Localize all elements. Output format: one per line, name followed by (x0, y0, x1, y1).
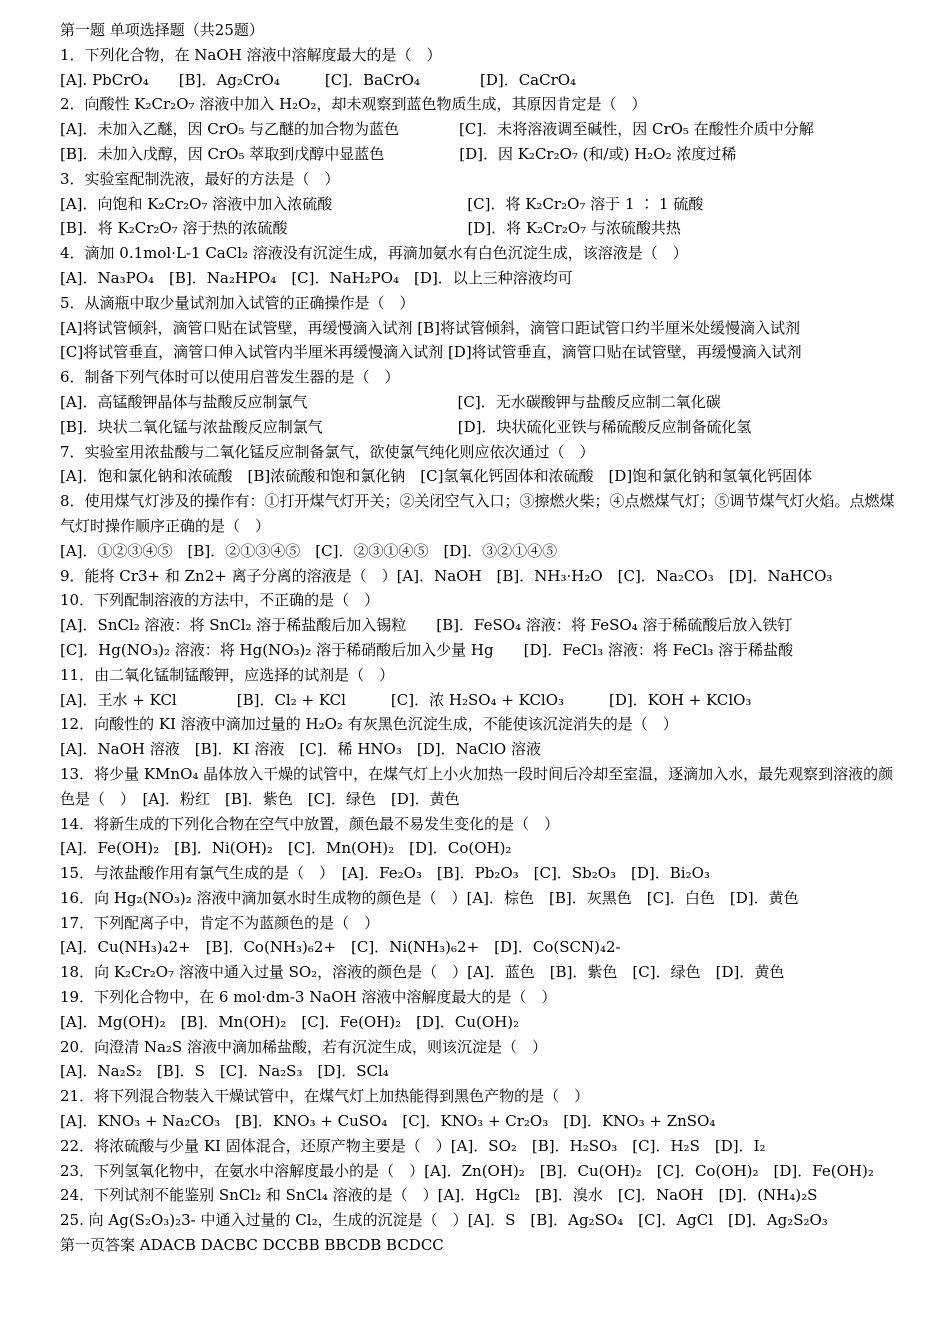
text-line: [A]．Mg(OH)₂ [B]．Mn(OH)₂ [C]．Fe(OH)₂ [D]．Cu(OH)₂ (60, 1012, 520, 1031)
text-line: 19．下列化合物中，在 6 mol·dm-3 NaOH 溶液中溶解度最大的是（ ） (60, 988, 557, 1007)
text-line: 15．与浓盐酸作用有氯气生成的是（ ） [A]．Fe₂O₃ [B]．Pb₂O₃ [C]．Sb₂O₃ [D]．Bi₂O₃ (60, 864, 710, 883)
text-line: [A]．高锰酸钾晶体与盐酸反应制氯气 [C]．无水碳酸钾与盐酸反应制二氧化碳 (60, 392, 721, 411)
text-line: 13．将少量 KMnO₄ 晶体放入干燥的试管中，在煤气灯上小火加热一段时间后冷却至室温，逐滴加入水，最先观察到溶液的颜色是（ ） [A]．粉红 [B]．紫色 [C]．绿色 [D]．黄色 (60, 764, 894, 808)
text-line: 1．下列化合物，在 NaOH 溶液中溶解度最大的是（ ） (60, 45, 442, 64)
text-line: 12．向酸性的 KI 溶液中滴加过量的 H₂O₂ 有灰黑色沉淀生成，不能使该沉淀消失的是（ ） (60, 715, 678, 734)
text-line: 14．将新生成的下列化合物在空气中放置，颜色最不易发生变化的是（ ） (60, 814, 560, 833)
section-title: 第一题 单项选择题（共25题） (60, 21, 264, 39)
question-list (60, 43, 900, 1258)
text-line: 7．实验室用浓盐酸与二氧化锰反应制备氯气，欲使氯气纯化则应依次通过（ ） (60, 442, 595, 461)
text-line: [A]．Fe(OH)₂ [B]．Ni(OH)₂ [C]．Mn(OH)₂ [D]．Co(OH)₂ (60, 839, 512, 858)
text-line: [A]．①②③④⑤ [B]．②①③④⑤ [C]．②③①④⑤ [D]．③②①④⑤ (60, 541, 558, 560)
text-line: [C]将试管垂直，滴管口伸入试管内半厘米再缓慢滴入试剂 [D]将试管垂直，滴管口贴在试管壁，再缓慢滴入试剂 (60, 343, 802, 362)
text-line: 23．下列氢氧化物中，在氨水中溶解度最小的是（ ）[A]．Zn(OH)₂ [B]．Cu(OH)₂ [C]．Co(OH)₂ [D]．Fe(OH)₂ (60, 1161, 874, 1180)
text-line: 16．向 Hg₂(NO₃)₂ 溶液中滴加氨水时生成物的颜色是（ ）[A]．棕色 [B]．灰黑色 [C]．白色 [D]．黄色 (60, 888, 799, 907)
text-line: [C]．Hg(NO₃)₂ 溶液：将 Hg(NO₃)₂ 溶于稀硝酸后加入少量 Hg [D]．FeCl₃ 溶液：将 FeCl₃ 溶于稀盐酸 (60, 640, 794, 659)
text-line: 8．使用煤气灯涉及的操作有：①打开煤气灯开关；②关闭空气入口；③擦燃火柴；④点燃煤气灯；⑤调节煤气灯火焰。点燃煤气灯时操作顺序正确的是（ ） (60, 492, 895, 535)
text-line: [A]．向饱和 K₂Cr₂O₇ 溶液中加入浓硫酸 [C]．将 K₂Cr₂O₇ 溶于 1 ∶ 1 硫酸 (60, 194, 704, 213)
text-line: [A]．SnCl₂ 溶液：将 SnCl₂ 溶于稀盐酸后加入锡粒 [B]．FeSO₄ 溶液：将 FeSO₄ 溶于稀硫酸后放入铁钉 (60, 616, 793, 635)
text-line: [A]．Na₃PO₄ [B]．Na₂HPO₄ [C]．NaH₂PO₄ [D]．以上三种溶液均可 (60, 268, 573, 287)
text-line: 21．将下列混合物装入干燥试管中，在煤气灯上加热能得到黑色产物的是（ ） (60, 1087, 590, 1106)
text-line: 10．下列配制溶液的方法中，不正确的是（ ） (60, 591, 380, 610)
text-line: 18．向 K₂Cr₂O₇ 溶液中通入过量 SO₂，溶液的颜色是（ ）[A]．蓝色 [B]．紫色 [C]．绿色 [D]．黄色 (60, 963, 785, 982)
text-line: 2．向酸性 K₂Cr₂O₇ 溶液中加入 H₂O₂，却未观察到蓝色物质生成，其原因肯定是（ ） (60, 95, 647, 114)
text-line: [A]．饱和氯化钠和浓硫酸 [B]浓硫酸和饱和氯化钠 [C]氢氧化钙固体和浓硫酸 [D]饱和氯化钠和氢氧化钙固体 (60, 467, 813, 486)
text-line: 第一页答案 ADACB DACBC DCCBB BBCDB BCDCC (60, 1236, 444, 1255)
text-line: [A]．王水 + KCl [B]．Cl₂ + KCl [C]．浓 H₂SO₄ + KClO₃ [D]．KOH + KClO₃ (60, 690, 752, 709)
text-line: 9．能将 Cr3+ 和 Zn2+ 离子分离的溶液是（ ）[A]．NaOH [B]．NH₃·H₂O [C]．Na₂CO₃ [D]．NaHCO₃ (60, 566, 833, 585)
text-line: 4．滴加 0.1mol·L-1 CaCl₂ 溶液没有沉淀生成，再滴加氨水有白色沉淀生成，该溶液是（ ） (60, 244, 688, 263)
text-line: [A]．未加入乙醚，因 CrO₅ 与乙醚的加合物为蓝色 [C]．未将溶液调至碱性，因 CrO₅ 在酸性介质中分解 (60, 120, 814, 139)
text-line: 6．制备下列气体时可以使用启普发生器的是（ ） (60, 368, 400, 387)
text-line: [A]将试管倾斜，滴管口贴在试管壁，再缓慢滴入试剂 [B]将试管倾斜，滴管口距试管口约半厘米处缓慢滴入试剂 (60, 318, 801, 337)
text-line: [A]．Na₂S₂ [B]．S [C]．Na₂S₃ [D]．SCl₄ (60, 1062, 389, 1081)
text-line: [B]．将 K₂Cr₂O₇ 溶于热的浓硫酸 [D]．将 K₂Cr₂O₇ 与浓硫酸共热 (60, 219, 681, 238)
text-line: 20．向澄清 Na₂S 溶液中滴加稀盐酸，若有沉淀生成，则该沉淀是（ ） (60, 1037, 547, 1056)
text-line: [A]．KNO₃ + Na₂CO₃ [B]．KNO₃ + CuSO₄ [C]．KNO₃ + Cr₂O₃ [D]．KNO₃ + ZnSO₄ (60, 1112, 716, 1131)
text-line: [A]. PbCrO₄ [B]．Ag₂CrO₄ [C]．BaCrO₄ [D]．CaCrO₄ (60, 70, 577, 89)
text-line: [B]．块状二氧化锰与浓盐酸反应制氯气 [D]．块状硫化亚铁与稀硫酸反应制备硫化氢 (60, 417, 752, 436)
text-line: 17．下列配离子中，肯定不为蓝颜色的是（ ） (60, 913, 380, 932)
text-line: 24．下列试剂不能鉴别 SnCl₂ 和 SnCl₄ 溶液的是（ ）[A]．HgCl₂ [B]．溴水 [C]．NaOH [D]．(NH₄)₂S (60, 1186, 818, 1205)
text-line: [B]．未加入戊醇，因 CrO₅ 萃取到戊醇中显蓝色 [D]．因 K₂Cr₂O₇ (和/或) H₂O₂ 浓度过稀 (60, 144, 737, 163)
document-body (60, 18, 900, 1258)
text-line: [A]．Cu(NH₃)₄2+ [B]．Co(NH₃)₆2+ [C]．Ni(NH₃)₆2+ [D]．Co(SCN)₄2- (60, 938, 621, 957)
text-line: 22．将浓硫酸与少量 KI 固体混合，还原产物主要是（ ）[A]．SO₂ [B]．H₂SO₃ [C]．H₂S [D]．I₂ (60, 1136, 766, 1155)
text-line: 3．实验室配制洗液，最好的方法是（ ） (60, 169, 340, 188)
text-line: 5．从滴瓶中取少量试剂加入试管的正确操作是（ ） (60, 293, 415, 312)
text-line: [A]．NaOH 溶液 [B]．KI 溶液 [C]．稀 HNO₃ [D]．NaClO 溶液 (60, 740, 541, 759)
text-line: 11．由二氧化锰制锰酸钾，应选择的试剂是（ ） (60, 665, 395, 684)
text-line: 25. 向 Ag(S₂O₃)₂3- 中通入过量的 Cl₂，生成的沉淀是（ ）[A]．S [B]．Ag₂SO₄ [C]．AgCl [D]．Ag₂S₂O₃ (60, 1211, 828, 1230)
